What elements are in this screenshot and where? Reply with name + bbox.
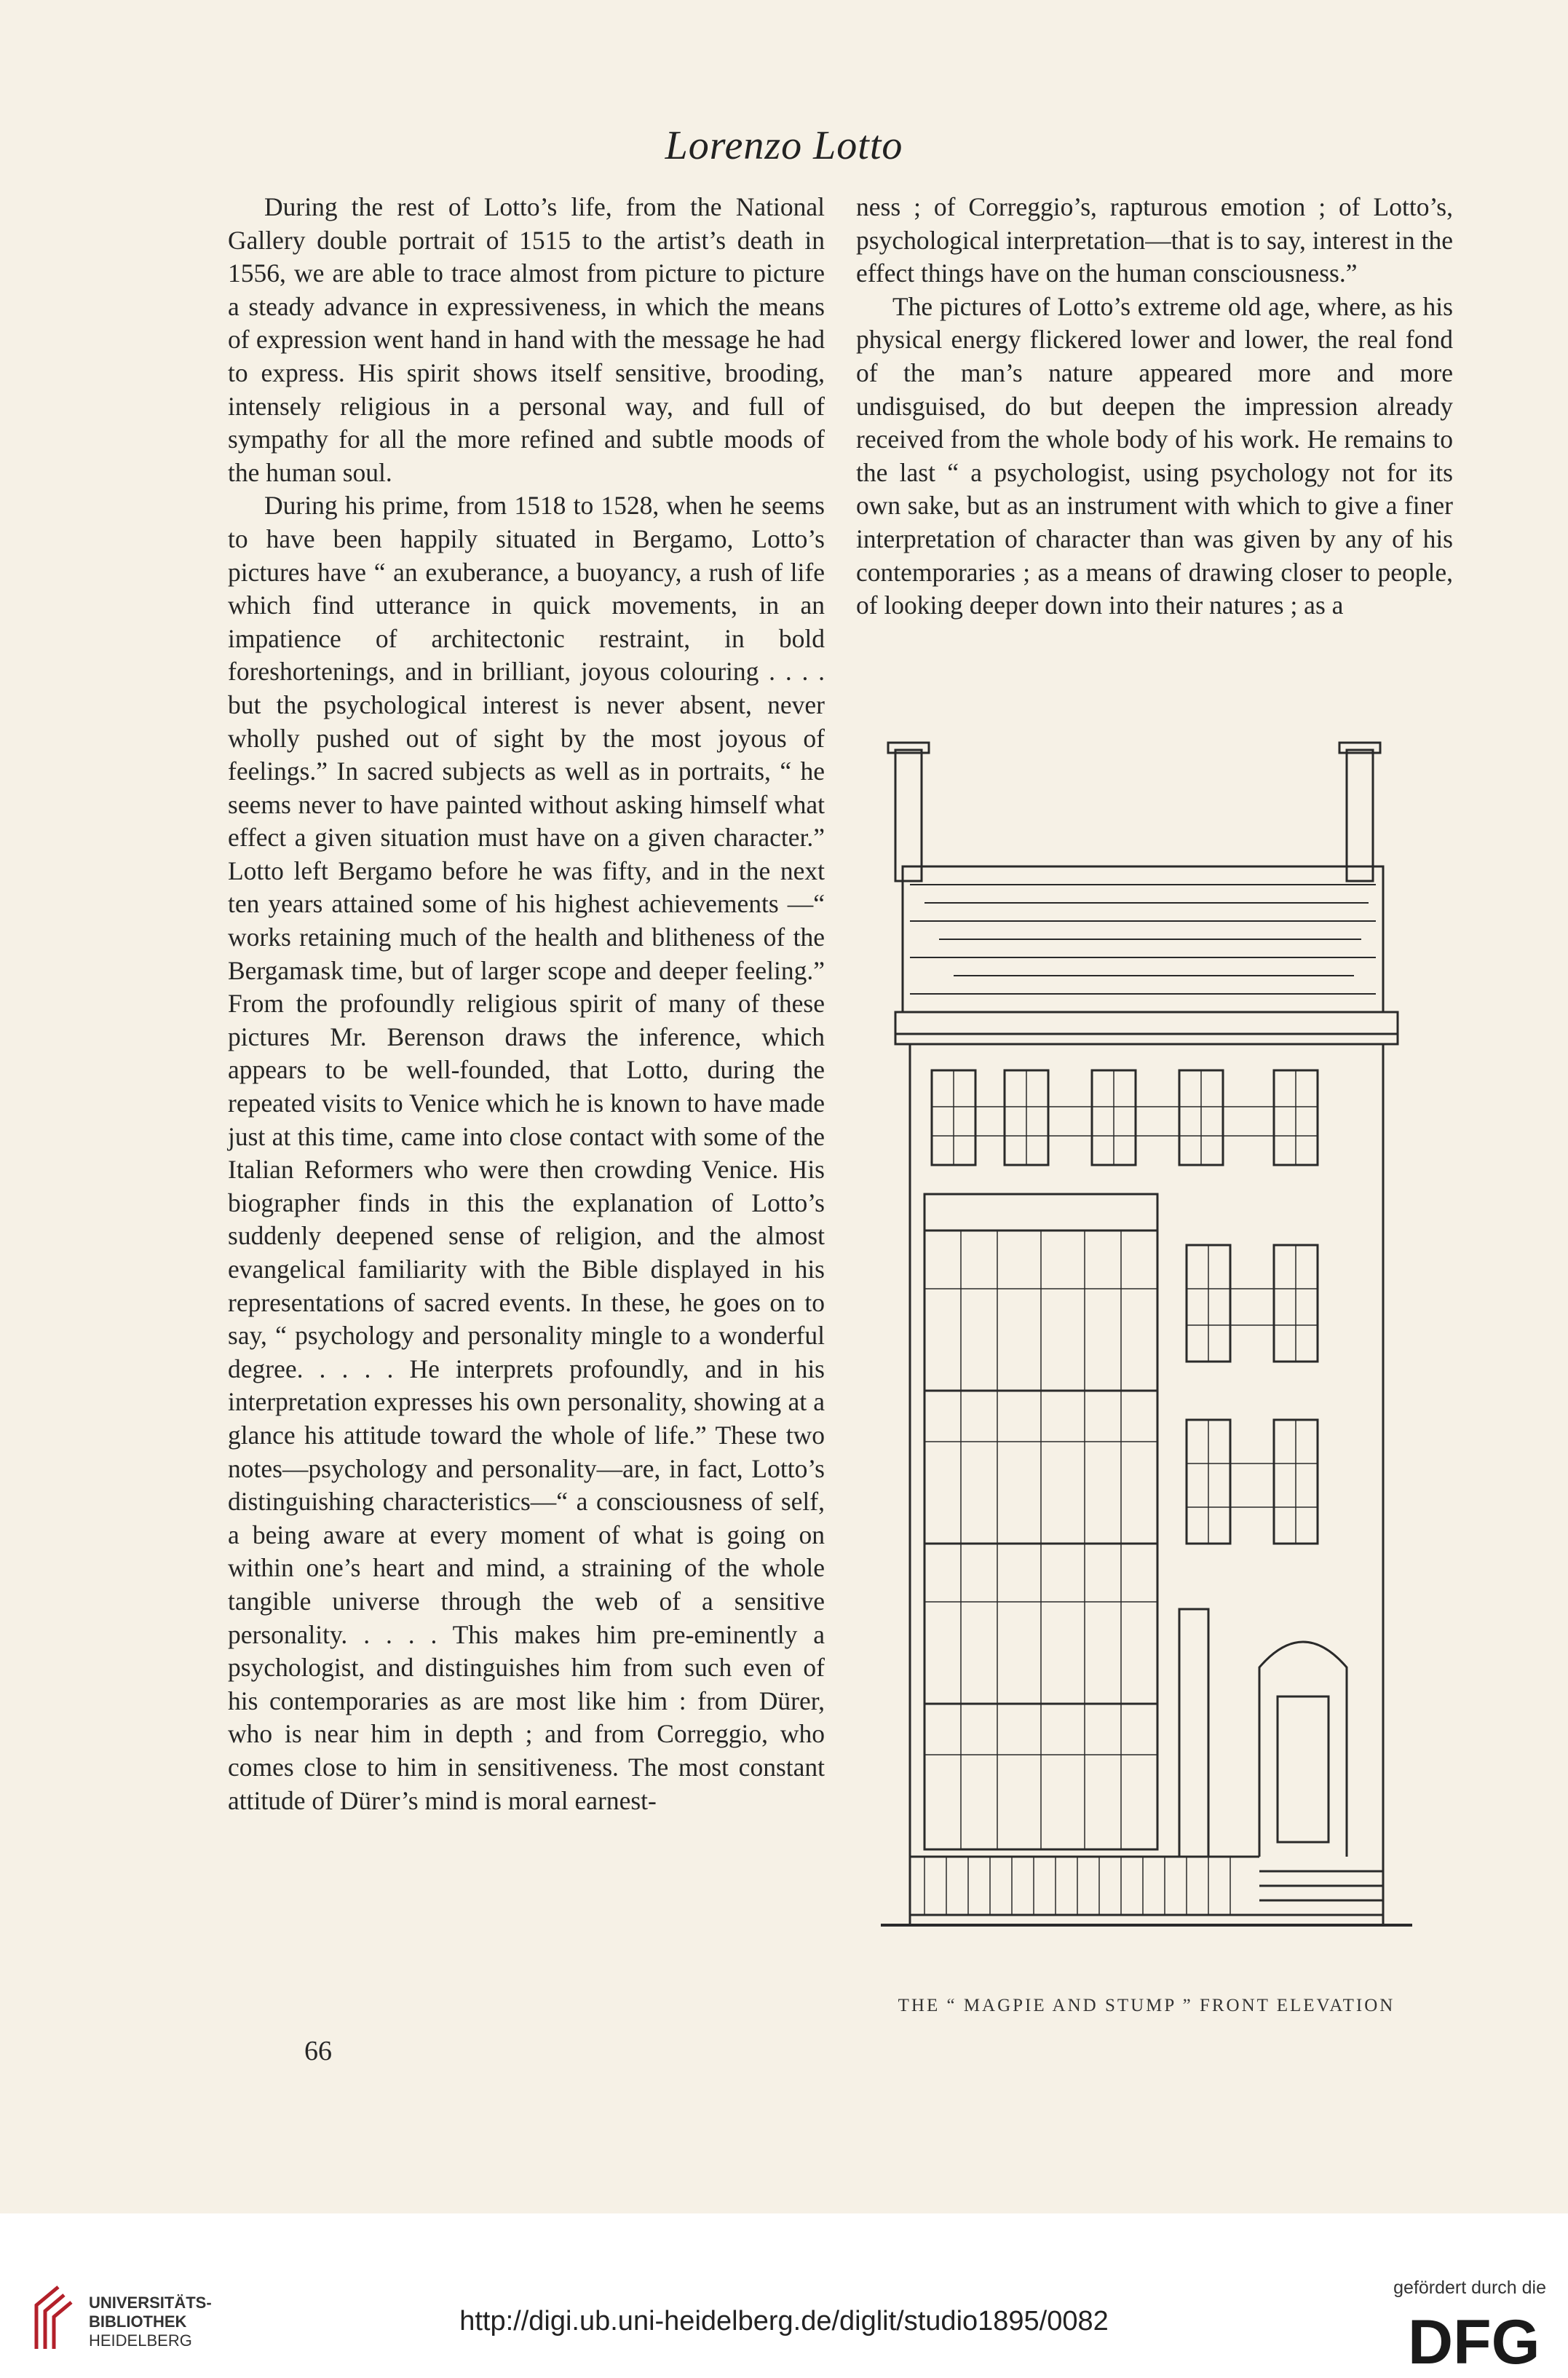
left-text-column [228,191,825,1817]
building-elevation-drawing [881,721,1412,1959]
right-text-column [856,191,1453,623]
paragraph: The pictures of Lotto’s extreme old age, where, as his physical energy flickered lower and lower, the real fond of the man’s nature appeared more and more undisguised, do but deepen the impression already received from the whole body of his work. He remains to the last “ a psychologist, using psychology not for its own sake, but as an instrument with which to give a finer interpretation of character than was given by any of his contemporaries ; as a means of drawing closer to people, of looking deeper down into their natures ; as a [856,291,1453,620]
running-title: Lorenzo Lotto [665,123,903,168]
svg-text:DFG: DFG [1408,2308,1540,2371]
page-number: 66 [304,2036,332,2066]
paragraph: During his prime, from 1518 to 1528, when he seems to have been happily situated in Bergamo, Lotto’s pictures have “ an exuberance, a buoyancy, a rush of life which find utterance in quick movements, in an impatience of architectonic restraint, in bold foreshortenings, and in brilliant, joyous colouring . . . . but the psychological interest is never absent, never wholly pushed out of sight by the most joyous of feelings.” In sacred subjects as well as in portraits, “ he seems never to have painted without asking himself what effect a given situation must have on a given character.” Lotto left Bergamo before he was fifty, and in the next ten years attained some of his highest achievements —“ works retaining much of the health and blitheness of the Bergamask time, but of larger scope and deeper feeling.” From the profoundly religious spirit of many of these pictures Mr. Berenson draws the inference, which appears to be well-founded, that Lotto, during the repeated visits to Venice which he is known to have made just at this time, came into close contact with some of the Italian Reformers who were then crowding Venice. His biographer finds in this the explanation of Lotto’s suddenly deepened sense of religion, and the almost evangelical familiarity with the Bible displayed in his representations of sacred events. In these, he goes on to say, “ psychology and personality mingle to a wonderful degree. . . . . He interprets profoundly, and in his interpretation expresses his own personality, showing at a glance his attitude toward the whole of life.” These two notes—psychology and personality—are, in fact, Lotto’s distinguishing characteristics—“ a consciousness of self, a being aware at every moment of what is going on within one’s heart and mind, a straining of the whole tangible universe through the web of a sensitive personality. . . . . This makes him pre-eminently a psychologist, and distinguishes him from such even of his contemporaries as are most like him : from Dürer, who is near him in depth ; and from Correggio, who comes close to him in sensitiveness. The most constant attitude of Dürer’s mind is moral earnest- [228,491,825,1815]
paragraph-continuation: ness ; of Correggio’s, rapturous emotion ; of Lotto’s, psychological interpretation—that is to say, interest in the effect things have on the human consciousness.” [856,192,1453,288]
figure-caption: THE “ MAGPIE AND STUMP ” FRONT ELEVATION [898,1996,1395,2015]
paragraph: During the rest of Lotto’s life, from the National Gallery double portrait of 1515 to the artist’s death in 1556, we are able to trace almost from picture to picture a steady advance in expressiveness, in which the means of expression went hand in hand with the message he had to express. His spirit shows itself sensitive, brooding, intensely religious in a personal way, and full of sympathy for all the more refined and subtle moods of the human soul. [228,192,825,487]
footer [0,2213,1568,2378]
funding-note: gefördert durch die [1393,2278,1546,2298]
permalink-url[interactable]: http://digi.ub.uni-heidelberg.de/diglit/studio1895/0082 [459,2306,1109,2336]
dfg-logo-icon [1408,2308,1546,2371]
library-name: UNIVERSITÄTS- BIBLIOTHEK HEIDELBERG [89,2294,212,2350]
